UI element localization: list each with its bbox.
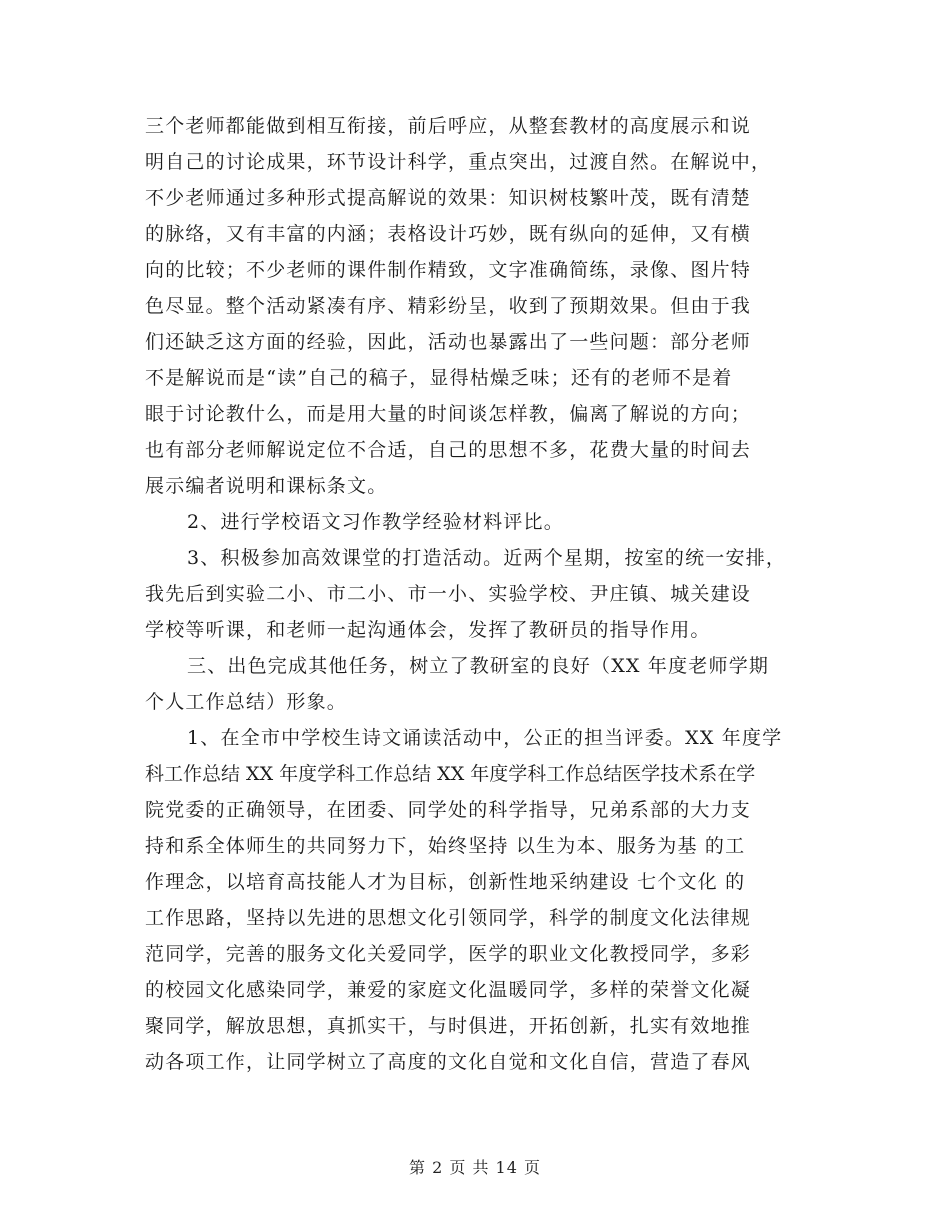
text-line: 明自己的讨论成果，环节设计科学，重点突出，过渡自然。在解说中，	[145, 151, 772, 173]
text-line: 2、进行学校语文习作教学经验材料评比。	[187, 511, 564, 533]
text-line: 向的比较；不少老师的课件制作精致，文字准确简练，录像、图片特	[145, 259, 752, 281]
text-line: 动各项工作，让同学树立了高度的文化自觉和文化自信，营造了春风	[145, 1051, 752, 1073]
text-line: 聚同学，解放思想，真抓实干，与时俱进，开拓创新，扎实有效地推	[145, 1015, 752, 1037]
page-number-footer: 第 2 页 共 14 页	[409, 1158, 541, 1177]
text-line: 我先后到实验二小、市二小、市一小、实验学校、尹庄镇、城关建设	[145, 583, 752, 605]
text-line: 工作思路，坚持以先进的思想文化引领同学，科学的制度文化法律规	[145, 907, 752, 929]
text-line: 眼于讨论教什么，而是用大量的时间谈怎样教，偏离了解说的方向；	[145, 403, 752, 425]
text-line: 色尽显。整个活动紧凑有序、精彩纷呈，收到了预期效果。但由于我	[145, 295, 752, 317]
text-line: 们还缺乏这方面的经验，因此，活动也暴露出了一些问题：部分老师	[145, 331, 752, 353]
text-line: 持和系全体师生的共同努力下，始终坚持 以生为本、服务为基 的工	[145, 835, 746, 857]
text-line: 作理念，以培育高技能人才为目标，创新性地采纳建设 七个文化 的	[145, 871, 746, 893]
text-line: 展示编者说明和课标条文。	[145, 475, 388, 497]
text-line: 的脉络，又有丰富的内涵；表格设计巧妙，既有纵向的延伸，又有横	[145, 223, 752, 245]
text-line: 三、出色完成其他任务，树立了教研室的良好（XX 年度老师学期	[187, 655, 770, 677]
text-line: 范同学，完善的服务文化关爱同学，医学的职业文化教授同学，多彩	[145, 943, 752, 965]
text-line: 三个老师都能做到相互衔接，前后呼应，从整套教材的高度展示和说	[145, 115, 752, 137]
text-line: 学校等听课，和老师一起沟通体会，发挥了教研员的指导作用。	[145, 619, 711, 641]
text-line: 个人工作总结）形象。	[145, 691, 348, 713]
text-line: 3、积极参加高效课堂的打造活动。近两个星期，按室的统一安排，	[187, 547, 787, 569]
text-line: 不少老师通过多种形式提高解说的效果：知识树枝繁叶茂，既有清楚	[145, 187, 752, 209]
text-line: 科工作总结 XX 年度学科工作总结 XX 年度学科工作总结医学技术系在学	[145, 763, 756, 785]
text-line: 也有部分老师解说定位不合适，自己的思想不多，花费大量的时间去	[145, 439, 752, 461]
text-line: 不是解说而是“读”自己的稿子，显得枯燥乏味；还有的老师不是着	[145, 367, 733, 389]
text-line: 的校园文化感染同学，兼爱的家庭文化温暖同学，多样的荣誉文化凝	[145, 979, 752, 1001]
text-line: 院党委的正确领导，在团委、同学处的科学指导，兄弟系部的大力支	[145, 799, 752, 821]
text-line: 1、在全市中学校生诗文诵读活动中，公正的担当评委。XX 年度学	[187, 727, 783, 749]
